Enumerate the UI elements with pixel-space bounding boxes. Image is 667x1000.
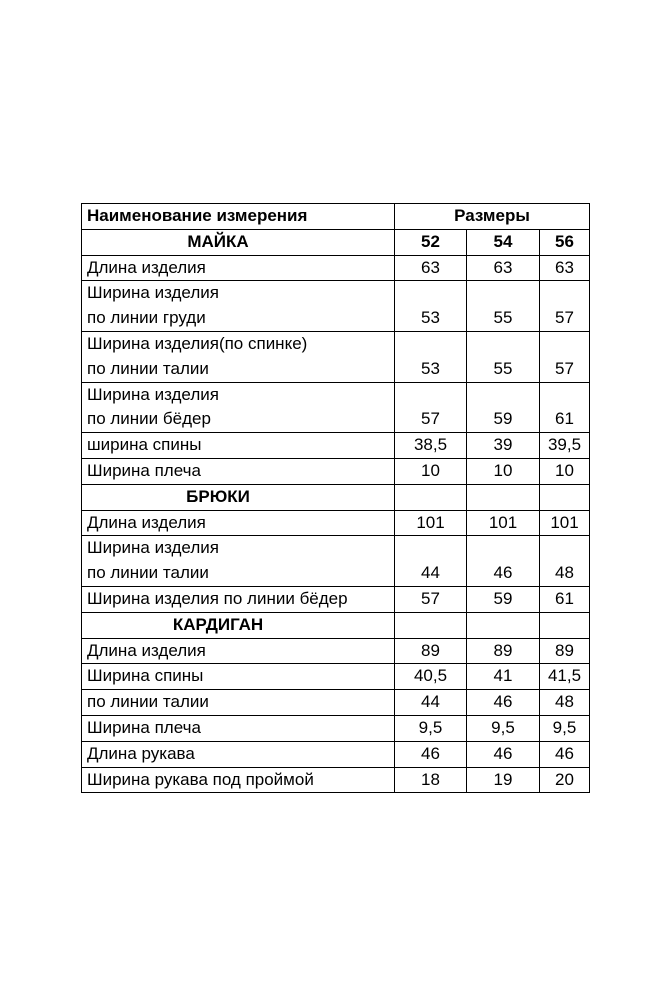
row-label: Ширина спины xyxy=(82,664,395,690)
row-label: Ширина плеча xyxy=(82,715,395,741)
row-label: по линии груди xyxy=(82,306,395,331)
table-row xyxy=(82,638,590,664)
row-value: 41 xyxy=(467,664,540,690)
row-value: 46 xyxy=(540,741,590,767)
section-row-kardigan xyxy=(82,612,590,638)
row-value: 19 xyxy=(467,767,540,793)
row-value: 39,5 xyxy=(540,433,590,459)
table-row xyxy=(82,433,590,459)
row-value: 46 xyxy=(467,690,540,716)
row-value: 18 xyxy=(395,767,467,793)
empty-cell xyxy=(467,612,540,638)
row-label: по линии бёдер xyxy=(82,407,395,432)
row-value xyxy=(467,536,540,561)
table-row xyxy=(82,536,590,561)
row-label: по линии талии xyxy=(82,561,395,586)
table-row xyxy=(82,281,590,306)
table-row xyxy=(82,407,590,432)
row-value: 9,5 xyxy=(467,715,540,741)
row-label: Ширина изделия по линии бёдер xyxy=(82,586,395,612)
row-value: 46 xyxy=(395,741,467,767)
row-value xyxy=(395,331,467,356)
row-value: 57 xyxy=(395,407,467,432)
header-row xyxy=(82,204,590,230)
row-value: 40,5 xyxy=(395,664,467,690)
row-label: Длина изделия xyxy=(82,510,395,536)
row-label: по линии талии xyxy=(82,690,395,716)
row-value: 9,5 xyxy=(540,715,590,741)
row-value: 9,5 xyxy=(395,715,467,741)
row-value: 10 xyxy=(395,458,467,484)
row-label: Ширина изделия xyxy=(82,536,395,561)
row-value: 89 xyxy=(395,638,467,664)
row-value: 46 xyxy=(467,561,540,586)
table-row xyxy=(82,715,590,741)
measurement-name-header: Наименование измерения xyxy=(82,204,395,230)
row-label: Длина рукава xyxy=(82,741,395,767)
section-row-bryuki xyxy=(82,484,590,510)
section-title: БРЮКИ xyxy=(82,484,395,510)
row-value: 55 xyxy=(467,306,540,331)
empty-cell xyxy=(540,484,590,510)
row-value: 59 xyxy=(467,407,540,432)
section-row-mayka xyxy=(82,229,590,255)
row-label: Ширина изделия xyxy=(82,281,395,306)
row-label: Длина изделия xyxy=(82,638,395,664)
section-title: КАРДИГАН xyxy=(82,612,395,638)
row-value: 89 xyxy=(467,638,540,664)
row-value: 57 xyxy=(540,306,590,331)
table-row xyxy=(82,510,590,536)
table-row xyxy=(82,767,590,793)
row-value: 44 xyxy=(395,690,467,716)
empty-cell xyxy=(540,612,590,638)
row-value xyxy=(395,281,467,306)
size-chart-table xyxy=(81,203,590,793)
row-value: 53 xyxy=(395,306,467,331)
empty-cell xyxy=(395,484,467,510)
row-value: 61 xyxy=(540,586,590,612)
empty-cell xyxy=(467,484,540,510)
table-row xyxy=(82,357,590,382)
row-value: 101 xyxy=(540,510,590,536)
row-value: 63 xyxy=(395,255,467,281)
row-value: 63 xyxy=(467,255,540,281)
table-row xyxy=(82,690,590,716)
section-title: МАЙКА xyxy=(82,229,395,255)
empty-cell xyxy=(395,612,467,638)
row-value: 10 xyxy=(467,458,540,484)
row-label: Ширина плеча xyxy=(82,458,395,484)
row-value xyxy=(467,382,540,407)
table-row xyxy=(82,382,590,407)
row-value: 44 xyxy=(395,561,467,586)
table-row xyxy=(82,664,590,690)
row-value xyxy=(467,331,540,356)
row-value xyxy=(395,536,467,561)
row-value: 20 xyxy=(540,767,590,793)
table-row xyxy=(82,458,590,484)
row-label: Ширина изделия xyxy=(82,382,395,407)
size-52: 52 xyxy=(395,229,467,255)
sizes-header: Размеры xyxy=(395,204,590,230)
row-value: 89 xyxy=(540,638,590,664)
row-label: ширина спины xyxy=(82,433,395,459)
row-label: Ширина изделия(по спинке) xyxy=(82,331,395,356)
table-row xyxy=(82,331,590,356)
row-value: 38,5 xyxy=(395,433,467,459)
table-row xyxy=(82,561,590,586)
row-value xyxy=(467,281,540,306)
row-label: Ширина рукава под проймой xyxy=(82,767,395,793)
row-value xyxy=(540,331,590,356)
row-value xyxy=(540,382,590,407)
row-value: 59 xyxy=(467,586,540,612)
table-row xyxy=(82,586,590,612)
row-value xyxy=(540,536,590,561)
row-value: 101 xyxy=(467,510,540,536)
row-value: 55 xyxy=(467,357,540,382)
row-value: 63 xyxy=(540,255,590,281)
row-value: 48 xyxy=(540,561,590,586)
row-value xyxy=(395,382,467,407)
row-label: Длина изделия xyxy=(82,255,395,281)
table-row xyxy=(82,306,590,331)
row-label: по линии талии xyxy=(82,357,395,382)
size-54: 54 xyxy=(467,229,540,255)
row-value: 57 xyxy=(540,357,590,382)
row-value: 41,5 xyxy=(540,664,590,690)
row-value: 46 xyxy=(467,741,540,767)
row-value: 101 xyxy=(395,510,467,536)
row-value: 48 xyxy=(540,690,590,716)
row-value: 61 xyxy=(540,407,590,432)
row-value: 39 xyxy=(467,433,540,459)
row-value: 57 xyxy=(395,586,467,612)
table-row xyxy=(82,255,590,281)
row-value xyxy=(540,281,590,306)
size-56: 56 xyxy=(540,229,590,255)
row-value: 53 xyxy=(395,357,467,382)
row-value: 10 xyxy=(540,458,590,484)
table-row xyxy=(82,741,590,767)
